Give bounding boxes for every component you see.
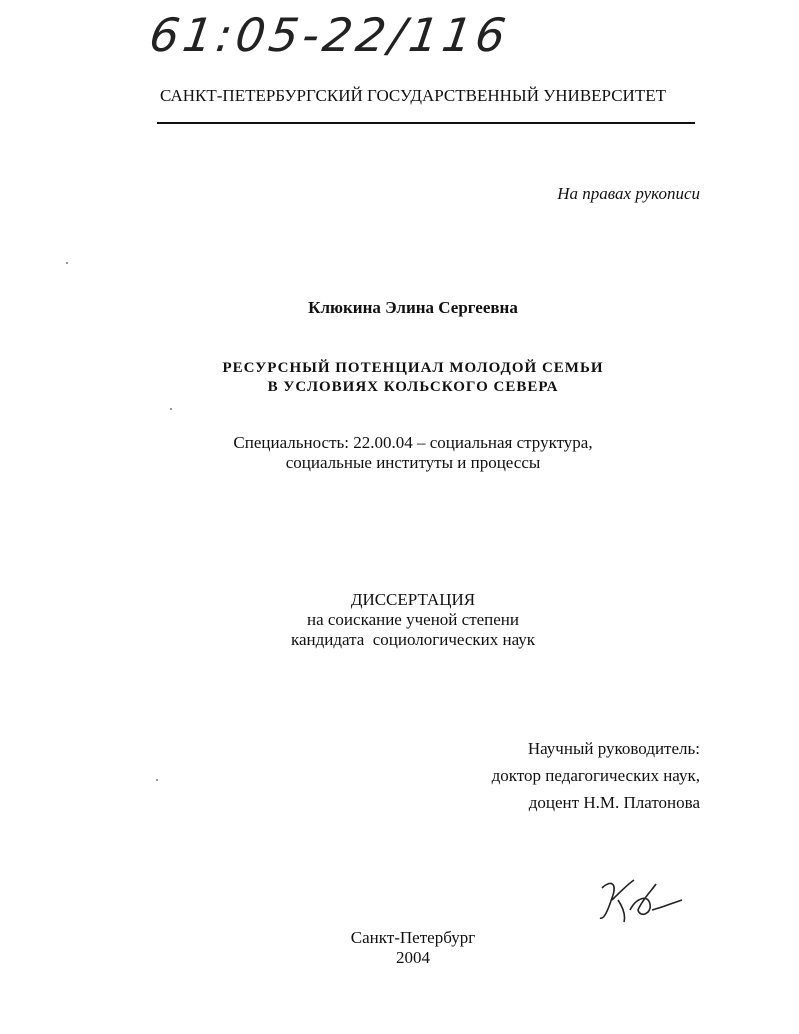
university-name: САНКТ-ПЕТЕРБУРГСКИЙ ГОСУДАРСТВЕННЫЙ УНИВЕРСИТЕТ: [159, 86, 666, 105]
title-line: В УСЛОВИЯХ КОЛЬСКОГО СЕВЕРА: [267, 379, 559, 395]
archive-number-handwritten: 61:05-22/116: [146, 8, 513, 62]
supervisor-line: Научный руководитель:: [527, 739, 700, 758]
supervisor-line: доктор педагогических наук,: [491, 766, 700, 785]
header-divider: [157, 122, 695, 124]
scan-speck: [66, 262, 68, 264]
specialty: [0, 433, 799, 473]
scan-speck: [170, 408, 172, 410]
specialty-line: Специальность: 22.00.04 – социальная структура,: [233, 433, 593, 452]
year: 2004: [396, 948, 430, 967]
title-line: РЕСУРСНЫЙ ПОТЕНЦИАЛ МОЛОДОЙ СЕМЬИ: [222, 360, 604, 376]
dissertation-title: [0, 359, 799, 397]
signature: [590, 870, 690, 930]
degree-block: [0, 590, 799, 650]
degree-line: кандидата социологических наук: [290, 630, 536, 649]
scan-speck: [156, 779, 158, 781]
author-name: Клюкина Элина Сергеевна: [308, 298, 518, 317]
manuscript-note: На правах рукописи: [557, 184, 700, 203]
specialty-line: социальные институты и процессы: [285, 453, 541, 472]
degree-line: ДИССЕРТАЦИЯ: [350, 590, 476, 609]
city: Санкт-Петербург: [350, 928, 476, 947]
degree-line: на соискание ученой степени: [306, 610, 520, 629]
place-date: [0, 928, 799, 968]
supervisor-line: доцент Н.М. Платонова: [528, 793, 700, 812]
supervisor-block: [492, 735, 700, 816]
